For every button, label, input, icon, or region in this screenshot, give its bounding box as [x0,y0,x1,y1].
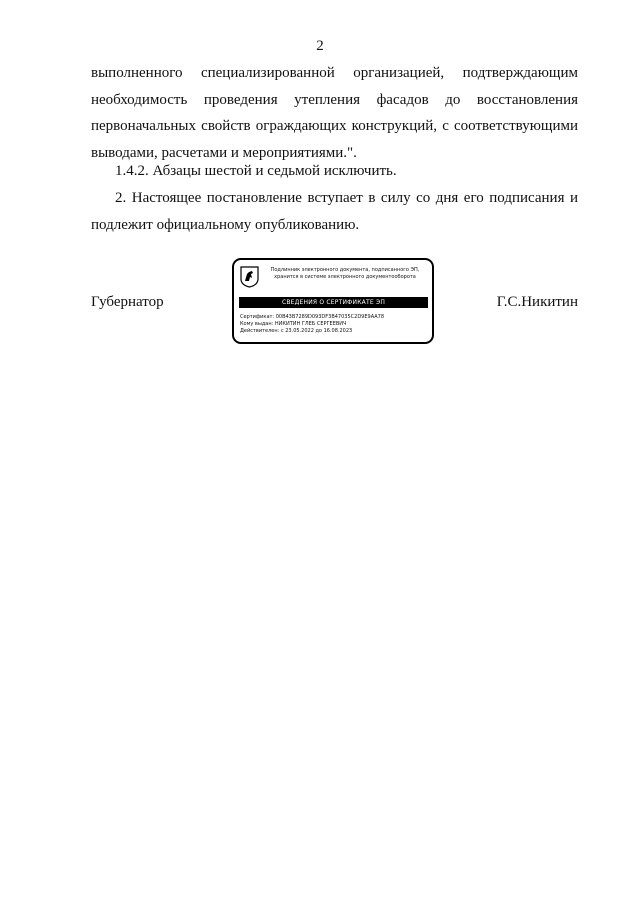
coat-of-arms-icon [240,266,259,288]
certificate-row [240,314,430,321]
paragraph-continuation: выполненного специализированной организацией, подтверждающим необходимость проведения утепления фасадов до восстановления первоначальных свойств ограждающих конструкций, с соответствующими выводами, расчетами и мероприятиями.". [91,65,578,161]
certificate-value: 00B43B7289D093DF3B47035C2D9E9AA78 [275,314,385,320]
paragraph-2-container [91,185,578,238]
stamp-header [262,267,428,281]
paragraph-1-4-2-container [91,158,578,185]
issued-to-value: НИКИТИН ГЛЕБ СЕРГЕЕВИЧ [274,321,347,327]
signatory-name: Г.С.Никитин [496,294,578,310]
stamp-title-bar: СВЕДЕНИЯ О СЕРТИФИКАТЕ ЭП [239,297,428,308]
document-body [91,60,578,166]
page-number: 2 [316,38,324,54]
issued-to-label: Кому выдан: [240,321,274,327]
certificate-label: Сертификат: [240,314,275,320]
stamp-header-line2: хранится в системе электронного документооборота [274,274,416,280]
issued-to-row [240,321,430,328]
validity-label: Действителен: [240,328,280,334]
signatory-title: Губернатор [91,294,164,310]
electronic-signature-stamp [232,258,434,344]
validity-row [240,328,430,335]
validity-value: с 23.05.2022 до 16.08.2023 [280,328,353,334]
paragraph-1-4-2: 1.4.2. Абзацы шестой и седьмой исключить. [115,163,397,179]
stamp-details [240,314,430,335]
paragraph-2: 2. Настоящее постановление вступает в силу со дня его подписания и подлежит официальному опубликованию. [91,190,578,233]
stamp-header-line1: Подлинник электронного документа, подписанного ЭП, [270,267,420,273]
